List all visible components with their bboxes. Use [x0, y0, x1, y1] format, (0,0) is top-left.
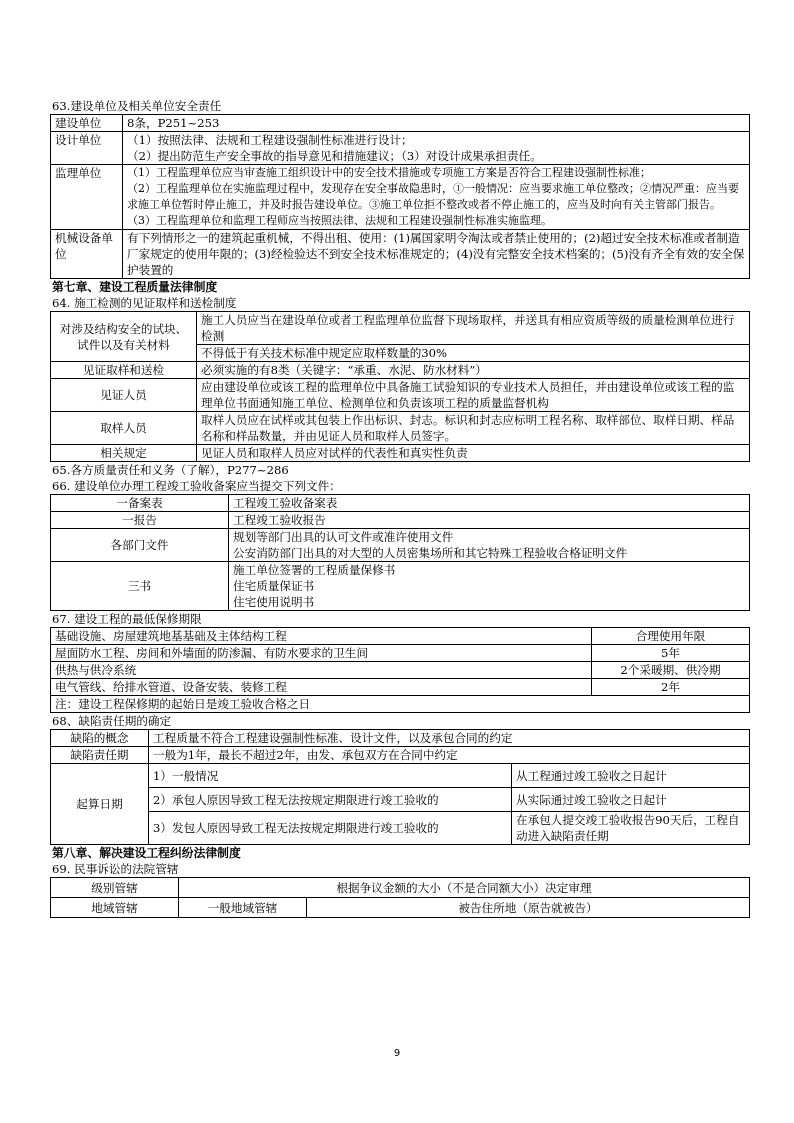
warranty-item: 供热与供冷系统 [51, 662, 592, 679]
table-69 [50, 877, 750, 918]
table-row [51, 495, 750, 512]
row-content: 施工单位签署的工程质量保修书 住宅质量保证书 住宅使用说明书 [229, 562, 750, 611]
table-row [51, 679, 750, 696]
case-label: 1）一般情况 [149, 764, 512, 788]
warranty-period: 5年 [592, 645, 750, 662]
section-69-title: 69. 民事诉讼的法院管辖 [52, 862, 179, 876]
table-row [51, 412, 750, 445]
section-67-title: 67. 建设工程的最低保修期限 [52, 612, 202, 626]
row-content: 根据争议金额的大小（不是合同额大小）决定审理 [179, 878, 750, 898]
case-label: 3）发包人原因导致工程无法按规定期限进行竣工验收的 [149, 812, 512, 845]
row-label: 见证取样和送检 [51, 362, 197, 379]
row-content: 有下列情形之一的建筑起重机械，不得出租、使用：(1)属国家明令淘汰或者禁止使用的；(2)超过安全技术标准或者制造厂家规定的使用年限的；(3)经检验达不到安全技术标准规定的；(4)没有完整安全技术档案的；(5)没有齐全有效的安全保护装置的 [123, 230, 750, 279]
row-label: 地域管辖 [51, 898, 179, 918]
row-label: 一报告 [51, 512, 229, 529]
row-label: 缺陷的概念 [51, 730, 149, 747]
table-row [51, 132, 750, 165]
row-label: 相关规定 [51, 445, 197, 462]
section-64-title: 64. 施工检测的见证取样和送检制度 [52, 296, 237, 310]
row-label: 三书 [51, 562, 229, 611]
table-67 [50, 627, 750, 713]
case-start: 在承包人提交竣工验收报告90天后，工程自动进入缺陷责任期 [512, 812, 750, 845]
row-content: 必须实施的有8类（关键字：“承重、水泥、防水材料”） [197, 362, 750, 379]
row-content: 工程竣工验收报告 [229, 512, 750, 529]
table-row [51, 764, 750, 788]
table-63 [50, 114, 750, 279]
table-row [51, 662, 750, 679]
table-row [51, 878, 750, 898]
table-row [51, 312, 750, 345]
row-label: 起算日期 [51, 764, 149, 845]
chapter-7-heading: 第七章、建设工程质量法律制度 [52, 280, 218, 294]
case-start: 从实际通过竣工验收之日起计 [512, 788, 750, 812]
row-label: 各部门文件 [51, 529, 229, 562]
case-start: 从工程通过竣工验收之日起计 [512, 764, 750, 788]
table-row [51, 512, 750, 529]
warranty-period: 2个采暖期、供冷期 [592, 662, 750, 679]
table-row [51, 445, 750, 462]
table-row [51, 230, 750, 279]
table-row [51, 898, 750, 918]
row-content: 不得低于有关技术标准中规定应取样数量的30% [197, 345, 750, 362]
row-sublabel: 一般地域管辖 [179, 898, 307, 918]
row-label: 一备案表 [51, 495, 229, 512]
row-label: 建设单位 [51, 115, 123, 132]
table-row [51, 812, 750, 845]
row-content: 工程竣工验收备案表 [229, 495, 750, 512]
row-content: （1）按照法律、法规和工程建设强制性标准进行设计； （2）提出防范生产安全事故的指导意见和措施建议；（3）对设计成果承担责任。 [123, 132, 750, 165]
table-row [51, 379, 750, 412]
table-row [51, 696, 750, 713]
row-label: 对涉及结构安全的试块、试件以及有关材料 [51, 312, 197, 362]
row-label: 监理单位 [51, 165, 123, 230]
row-label: 级别管辖 [51, 878, 179, 898]
row-content: （1）工程监理单位应当审查施工组织设计中的安全技术措施或专项施工方案是否符合工程建设强制性标准； （2）工程监理单位在实施监理过程中，发现存在安全事故隐患时，①一般情况：应当要求施工单位整改；②情况严重：应当要求施工单位暂时停止施工，并及时报告建设单位。③施工单位拒不整改或者不停止施工的，应当及时向有关主管部门报告。 （3）工程监理单位和监理工程师应当按照法律、法规和工程建设强制性标准实施监理。 [123, 165, 750, 230]
row-content: 施工人员应当在建设单位或者工程监理单位监督下现场取样，并送具有相应资质等级的质量检测单位进行检测 [197, 312, 750, 345]
table-row [51, 788, 750, 812]
table-row [51, 645, 750, 662]
table-row [51, 362, 750, 379]
table-64 [50, 311, 750, 462]
table-68 [50, 729, 750, 845]
row-content: 8条，P251~253 [123, 115, 750, 132]
table-row [51, 747, 750, 764]
warranty-item: 电气管线、给排水管道、设备安装、装修工程 [51, 679, 592, 696]
row-content: 见证人员和取样人员应对试样的代表性和真实性负责 [197, 445, 750, 462]
row-label: 见证人员 [51, 379, 197, 412]
section-68-title: 68、缺陷责任期的确定 [52, 714, 172, 728]
row-content: 被告住所地（原告就被告） [307, 898, 750, 918]
warranty-note: 注：建设工程保修期的起始日是竣工验收合格之日 [51, 696, 750, 713]
warranty-period: 合理使用年限 [592, 628, 750, 645]
section-65-title: 65.各方质量责任和义务（了解），P277~286 [52, 463, 289, 477]
row-content: 一般为1年，最长不超过2年，由发、承包双方在合同中约定 [149, 747, 750, 764]
row-content: 应由建设单位或该工程的监理单位中具备施工试验知识的专业技术人员担任，并由建设单位或该工程的监理单位书面通知施工单位、检测单位和负责该项工程的质量监督机构 [197, 379, 750, 412]
table-row [51, 115, 750, 132]
page-number: 9 [393, 1048, 401, 1059]
row-content: 工程质量不符合工程建设强制性标准、设计文件，以及承包合同的约定 [149, 730, 750, 747]
warranty-item: 基础设施、房屋建筑地基基础及主体结构工程 [51, 628, 592, 645]
warranty-item: 屋面防水工程、房间和外墙面的防渗漏、有防水要求的卫生间 [51, 645, 592, 662]
table-66 [50, 494, 750, 611]
section-63-title: 63.建设单位及相关单位安全责任 [52, 99, 222, 113]
case-label: 2）承包人原因导致工程无法按规定期限进行竣工验收的 [149, 788, 512, 812]
section-66-title: 66. 建设单位办理工程竣工验收备案应当提交下列文件： [52, 479, 341, 493]
row-content: 规划等部门出具的认可文件或准许使用文件 公安消防部门出具的对大型的人员密集场所和其它特殊工程验收合格证明文件 [229, 529, 750, 562]
row-content: 取样人员应在试样或其包装上作出标识、封志。标识和封志应标明工程名称、取样部位、取样日期、样品名称和样品数量，并由见证人员和取样人员签字。 [197, 412, 750, 445]
table-row [51, 730, 750, 747]
row-label: 设计单位 [51, 132, 123, 165]
table-row [51, 562, 750, 611]
row-label: 缺陷责任期 [51, 747, 149, 764]
row-label: 机械设备单位 [51, 230, 123, 279]
table-row [51, 628, 750, 645]
warranty-period: 2年 [592, 679, 750, 696]
chapter-8-heading: 第八章、解决建设工程纠纷法律制度 [52, 846, 241, 860]
row-label: 取样人员 [51, 412, 197, 445]
table-row [51, 165, 750, 230]
document-page [50, 98, 750, 918]
table-row [51, 529, 750, 562]
